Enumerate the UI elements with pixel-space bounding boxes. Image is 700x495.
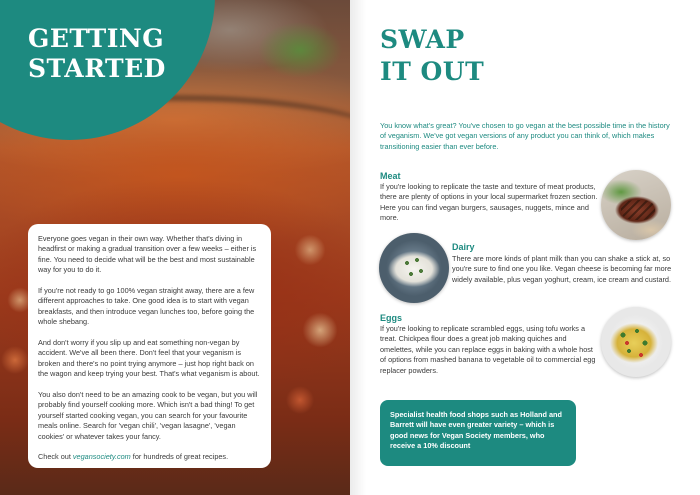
intro-paragraph: You know what's great? You've chosen to go vegan at the best possible time in the history of veganism. We've got vegan versions of any product you can think of, which makes transitioning easier than ever before. bbox=[380, 121, 670, 151]
paragraph: If you're not ready to go 100% vegan straight away, there are a few different approaches to take. One good idea is to start with vegan breakfasts, and then introduce vegan lunches too, before going the whole shebang. bbox=[38, 286, 255, 327]
page-spine-shadow bbox=[350, 0, 366, 495]
right-title-line-1: SWAP bbox=[380, 25, 465, 54]
paragraph: You also don't need to be an amazing cook to be vegan, but you will probably find yourself cooking more. Which isn't a bad thing! To get yourself started cooking vegan, you can search for your favourite meals online. Search for 'vegan chili', 'vegan lasagne', 'vegan cookies' or whatever takes your fancy. bbox=[38, 390, 258, 441]
right-title-line-2: IT OUT bbox=[380, 57, 485, 86]
vegansociety-link[interactable]: vegansociety.com bbox=[72, 452, 131, 462]
section-heading-dairy: Dairy bbox=[452, 242, 475, 252]
paragraph: Everyone goes vegan in their own way. Whether that's diving in headfirst or making a gradual transition over a few weeks – either is fine. You need to decide what will be the best and most sustainable way for you to do it. bbox=[38, 234, 257, 275]
section-heading-eggs: Eggs bbox=[380, 313, 403, 323]
section-heading-meat: Meat bbox=[380, 171, 401, 181]
closing-text-start: Check out bbox=[38, 452, 73, 462]
left-page-title bbox=[28, 24, 166, 84]
left-title-line-1: GETTING bbox=[28, 24, 165, 53]
eggs-photo bbox=[601, 307, 671, 377]
section-body-meat: If you're looking to replicate the taste and texture of meat products, there are plenty of options in your local supermarket frozen section. Here you can find vegan burgers, sausages, nuggets, mince and more. bbox=[380, 182, 598, 223]
paragraph: And don't worry if you slip up and eat something non-vegan by accident. We've all been there. Don't feel that your veganism is broken and there's no point trying anymore – just hop right back on the wagon and keep trying your best. That's what veganism is about. bbox=[38, 338, 260, 379]
health-food-shops-callout bbox=[380, 400, 576, 466]
closing-text-end: for hundreds of great recipes. bbox=[130, 452, 229, 462]
getting-started-text-card bbox=[28, 224, 271, 468]
herb-cheese-image bbox=[401, 255, 427, 281]
closing-paragraph bbox=[38, 452, 262, 462]
dairy-photo bbox=[379, 233, 449, 303]
section-body-eggs: If you're looking to replicate scrambled eggs, using tofu works a treat. Chickpea flour does a great job making quiches and omelettes, while you can replace eggs in baking with a whole host of options from mashed banana to vegetable oil to commercial egg replacer powders. bbox=[380, 324, 596, 375]
callout-text: Specialist health food shops such as Holland and Barrett will have even greater variety – which is good news for Vegan Society members, who receive a 10% discount bbox=[390, 410, 562, 451]
meat-photo bbox=[601, 170, 671, 240]
section-body-dairy: There are more kinds of plant milk than you can shake a stick at, so you're sure to find one you like. Vegan cheese is becoming far more widely available, plus vegan yoghurt, cream, ice cream and custard. bbox=[452, 254, 672, 284]
tofu-scramble-image bbox=[615, 325, 655, 361]
grilled-steak-image bbox=[621, 200, 655, 220]
left-title-line-2: STARTED bbox=[28, 54, 166, 83]
right-page-title bbox=[380, 24, 484, 88]
